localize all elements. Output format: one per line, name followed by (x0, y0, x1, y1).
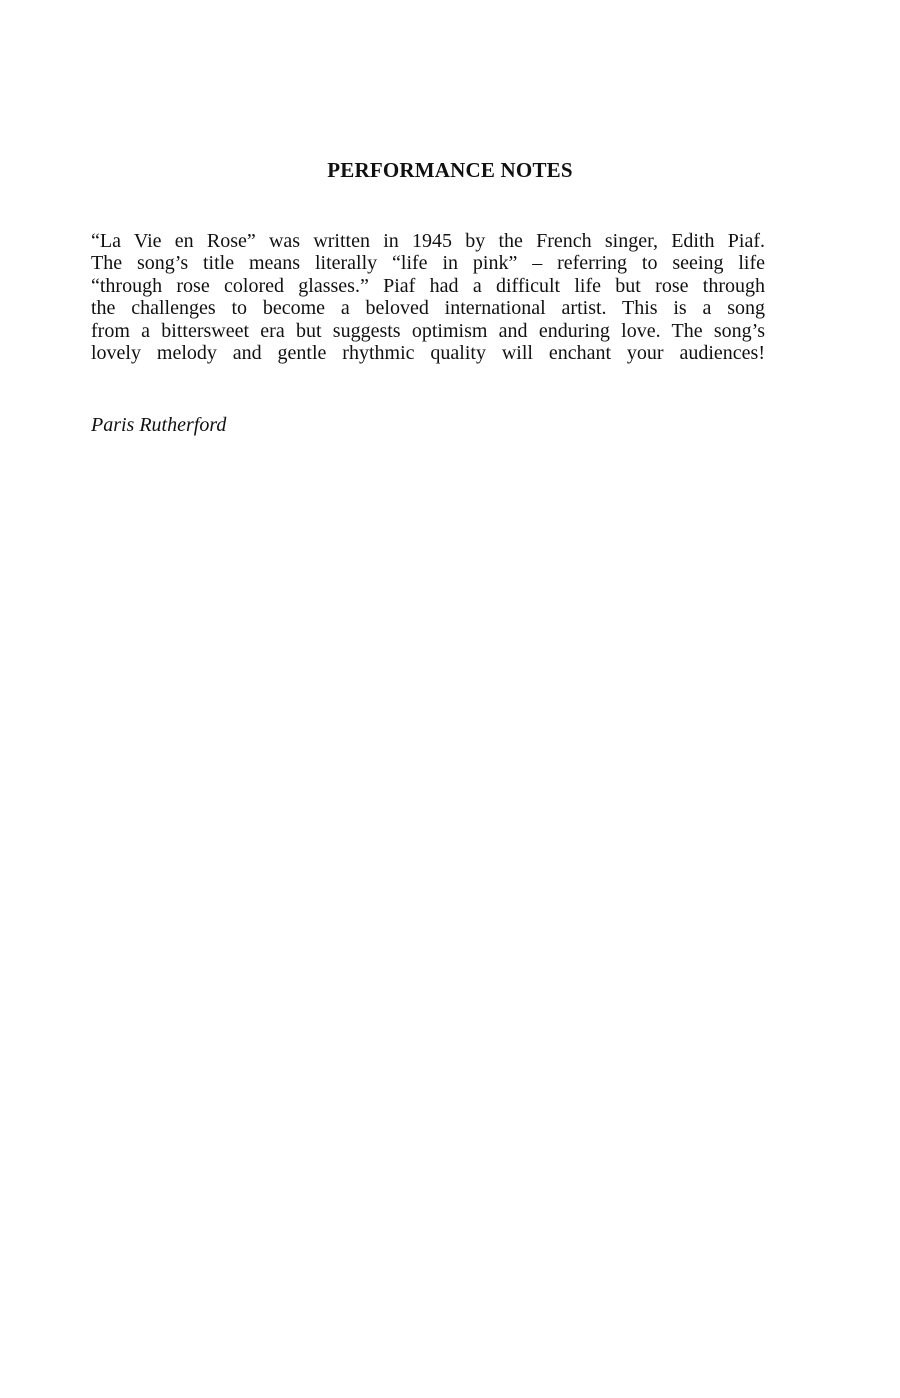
paragraph-line: “through rose colored glasses.” Piaf had a difficult life but rose through (91, 274, 765, 297)
paragraph-line: The song’s title means literally “life in pink” – referring to seeing life (91, 252, 765, 275)
author-signature: Paris Rutherford (91, 414, 227, 436)
performance-notes-paragraph (91, 230, 765, 364)
paragraph-line: lovely melody and gentle rhythmic quality will enchant your audiences! (91, 342, 765, 365)
paragraph-line: the challenges to become a beloved international artist. This is a song (91, 297, 765, 320)
paragraph-line: “La Vie en Rose” was written in 1945 by the French singer, Edith Piaf. (91, 230, 765, 252)
paragraph-line: from a bittersweet era but suggests optimism and enduring love. The song’s (91, 319, 765, 342)
page-title: PERFORMANCE NOTES (327, 158, 573, 182)
